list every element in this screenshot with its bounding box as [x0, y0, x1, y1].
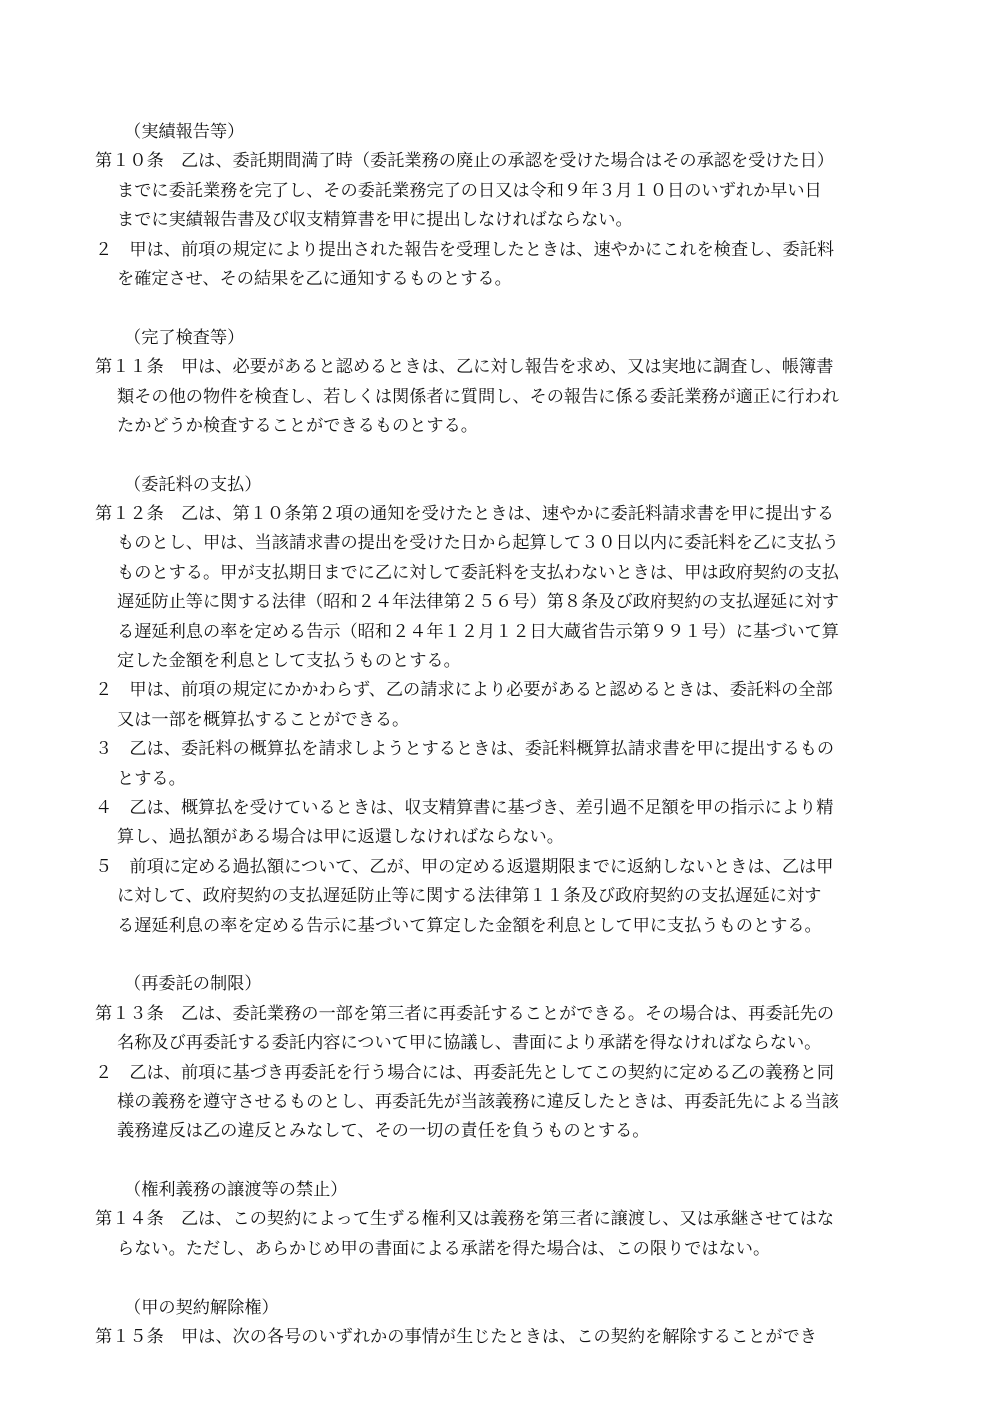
paragraph-first-line: 第１５条 甲は、次の各号のいずれかの事情が生じたときは、この契約を解除することができ: [95, 1327, 817, 1348]
paragraph-first-line: ２ 甲は、前項の規定により提出された報告を受理したときは、速やかにこれを検査し、委託料: [95, 239, 835, 260]
paragraph-first-line: ５ 前項に定める過払額について、乙が、甲の定める返還期限までに返納しないときは、乙は甲: [95, 856, 834, 877]
paragraph-first-line: 第１３条 乙は、委託業務の一部を第三者に再委託することができる。その場合は、再委託先の: [95, 1003, 835, 1024]
paragraph-first-line: 第１２条 乙は、第１０条第２項の通知を受けたときは、速やかに委託料請求書を甲に提出する: [95, 504, 835, 525]
paragraph-continuation-line: 算し、過払額がある場合は甲に返還しなければならない。: [117, 827, 564, 848]
contract-page: [95, 118, 910, 1352]
paragraph-continuation-line: る遅延利息の率を定める告示（昭和２４年１２月１２日大蔵省告示第９９１号）に基づいて算: [117, 621, 839, 642]
paragraph-continuation-line: ものとし、甲は、当該請求書の提出を受けた日から起算して３０日以内に委託料を乙に支払う: [117, 533, 839, 554]
article-heading: （委託料の支払）: [124, 474, 262, 495]
paragraph-continuation-line: らない。ただし、あらかじめ甲の書面による承諾を得た場合は、この限りではない。: [117, 1238, 771, 1259]
section-spacer: [95, 1147, 910, 1176]
paragraph-continuation-line: を確定させ、その結果を乙に通知するものとする。: [117, 268, 512, 289]
paragraph-continuation-line: る遅延利息の率を定める告示に基づいて算定した金額を利息として甲に支払うものとする。: [117, 915, 822, 936]
paragraph-first-line: ２ 甲は、前項の規定にかかわらず、乙の請求により必要があると認めるときは、委託料の全部: [95, 680, 833, 701]
paragraph-first-line: ３ 乙は、委託料の概算払を請求しようとするときは、委託料概算払請求書を甲に提出するもの: [95, 739, 835, 760]
paragraph-continuation-line: 名称及び再委託する委託内容について甲に協議し、書面により承諾を得なければならない。: [117, 1033, 822, 1054]
paragraph-continuation-line: 類その他の物件を検査し、若しくは関係者に質問し、その報告に係る委託業務が適正に行われ: [117, 386, 839, 407]
paragraph-first-line: 第１４条 乙は、この契約によって生ずる権利又は義務を第三者に譲渡し、又は承継させてはな: [95, 1209, 835, 1230]
paragraph-first-line: ２ 乙は、前項に基づき再委託を行う場合には、再委託先としてこの契約に定める乙の義務と同: [95, 1062, 835, 1083]
section-spacer: [95, 1264, 910, 1293]
paragraph-first-line: 第１０条 乙は、委託期間満了時（委託業務の廃止の承認を受けた場合はその承認を受けた日）: [95, 151, 835, 172]
paragraph-continuation-line: とする。: [117, 768, 186, 789]
article-heading: （完了検査等）: [124, 327, 245, 348]
article-heading: （再委託の制限）: [124, 974, 262, 995]
article-heading: （甲の契約解除権）: [124, 1297, 279, 1318]
paragraph-continuation-line: 義務違反は乙の違反とみなして、その一切の責任を負うものとする。: [117, 1121, 650, 1142]
paragraph-continuation-line: までに実績報告書及び収支精算書を甲に提出しなければならない。: [117, 210, 633, 231]
paragraph-continuation-line: に対して、政府契約の支払遅延防止等に関する法律第１１条及び政府契約の支払遅延に対す: [117, 886, 822, 907]
section-spacer: [95, 441, 910, 470]
article-heading: （権利義務の譲渡等の禁止）: [124, 1180, 348, 1201]
paragraph-continuation-line: 遅延防止等に関する法律（昭和２４年法律第２５６号）第８条及び政府契約の支払遅延に対す: [117, 592, 839, 613]
paragraph-continuation-line: 様の義務を遵守させるものとし、再委託先が当該義務に違反したときは、再委託先による当該: [117, 1091, 839, 1112]
paragraph-continuation-line: ものとする。甲が支払期日までに乙に対して委託料を支払わないときは、甲は政府契約の支払: [117, 562, 839, 583]
paragraph-continuation-line: 又は一部を概算払することができる。: [117, 709, 410, 730]
section-spacer: [95, 294, 910, 323]
section-spacer: [95, 941, 910, 970]
paragraph-continuation-line: たかどうか検査することができるものとする。: [117, 415, 478, 436]
paragraph-continuation-line: までに委託業務を完了し、その委託業務完了の日又は令和９年３月１０日のいずれか早い日: [117, 180, 822, 201]
article-heading: （実績報告等）: [124, 122, 245, 142]
paragraph-first-line: 第１１条 甲は、必要があると認めるときは、乙に対し報告を求め、又は実地に調査し、帳簿書: [95, 357, 834, 378]
paragraph-continuation-line: 定した金額を利息として支払うものとする。: [117, 651, 461, 672]
paragraph-first-line: ４ 乙は、概算払を受けているときは、収支精算書に基づき、差引過不足額を甲の指示により精: [95, 797, 834, 818]
